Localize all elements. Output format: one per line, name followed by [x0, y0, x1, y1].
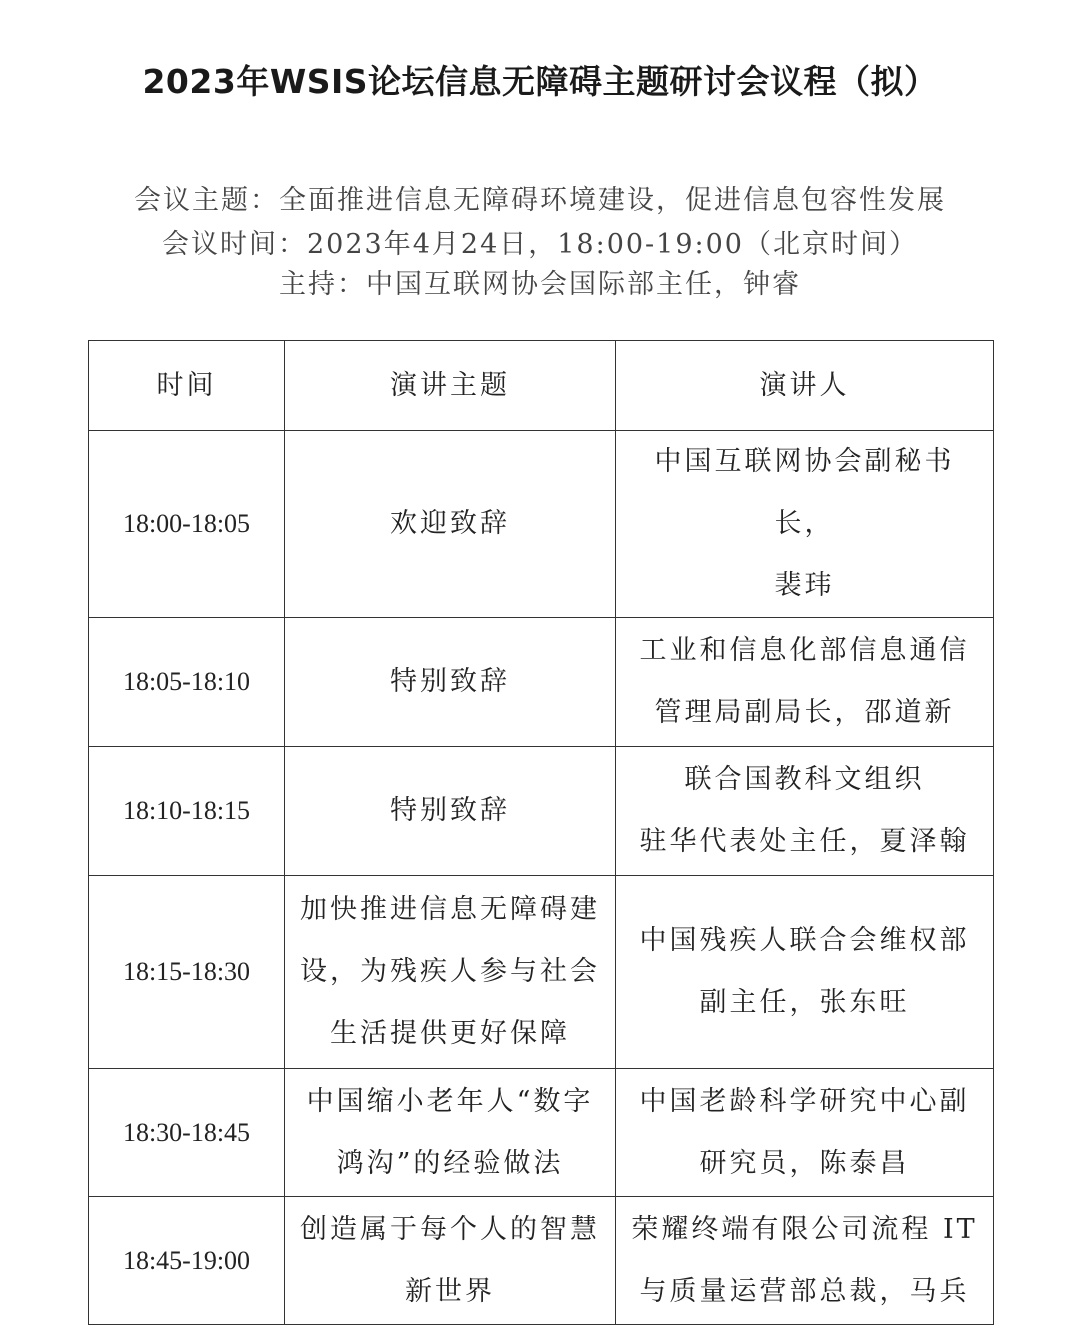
speaker-cell: [616, 1197, 994, 1325]
speaker-line: 工业和信息化部信息通信: [639, 635, 970, 666]
time-cell: 18:10-18:15: [89, 747, 285, 876]
table-row: [89, 747, 994, 876]
header-topic: 演讲主题: [285, 341, 616, 431]
speaker-cell: [616, 1069, 994, 1197]
topic-line: 设，为残疾人参与社会: [300, 956, 600, 987]
header-speaker: 演讲人: [616, 341, 994, 431]
table-header-row: [89, 341, 994, 431]
speaker-line: 与质量运营部总裁，马兵: [639, 1275, 970, 1307]
speaker-cell: [616, 747, 994, 876]
topic-line: 新世界: [405, 1275, 495, 1307]
topic-line: 创造属于每个人的智慧: [300, 1213, 600, 1245]
agenda-table: [88, 340, 994, 1325]
topic-cell: [285, 618, 616, 747]
speaker-cell: [616, 618, 994, 747]
speaker-cell: [616, 876, 994, 1069]
speaker-line: 中国互联网协会副秘书长，: [654, 446, 955, 539]
speaker-line: 中国老龄科学研究中心副: [639, 1085, 970, 1117]
topic-line: 特别致辞: [390, 795, 510, 826]
speaker-line: 管理局副局长，邵道新: [654, 697, 955, 728]
topic-cell: [285, 1069, 616, 1197]
meeting-host: 主持：中国互联网协会国际部主任，钟睿: [279, 269, 801, 300]
table-row: [89, 1197, 994, 1325]
topic-line: 加快推进信息无障碍建: [300, 894, 600, 925]
meeting-theme: 会议主题：全面推进信息无障碍环境建设，促进信息包容性发展: [134, 185, 946, 216]
table-row: [89, 876, 994, 1069]
time-cell: 18:30-18:45: [89, 1069, 285, 1197]
topic-line: 生活提供更好保障: [330, 1018, 570, 1049]
time-cell: 18:00-18:05: [89, 431, 285, 618]
topic-line: 鸿沟”的经验做法: [336, 1147, 564, 1179]
speaker-line: 研究员，陈泰昌: [699, 1147, 910, 1179]
speaker-line: 裴玮: [774, 570, 835, 601]
time-cell: 18:05-18:10: [89, 618, 285, 747]
meeting-time: 会议时间：2023年4月24日，18:00-19:00（北京时间）: [162, 229, 918, 260]
table-row: [89, 1069, 994, 1197]
speaker-line: 中国残疾人联合会维权部: [639, 925, 970, 956]
speaker-cell: [616, 431, 994, 618]
time-cell: 18:45-19:00: [89, 1197, 285, 1325]
topic-cell: [285, 747, 616, 876]
topic-line: 中国缩小老年人“数字: [306, 1085, 594, 1117]
topic-line: 特别致辞: [390, 666, 510, 697]
speaker-line: 联合国教科文组织: [684, 764, 925, 795]
table-row: [89, 618, 994, 747]
speaker-line: 荣耀终端有限公司流程 IT: [631, 1213, 978, 1245]
document-title: 2023年WSIS论坛信息无障碍主题研讨会议程（拟）: [142, 62, 938, 101]
speaker-line: 驻华代表处主任，夏泽翰: [639, 826, 970, 857]
header-time: 时间: [89, 341, 285, 431]
topic-cell: [285, 431, 616, 618]
time-cell: 18:15-18:30: [89, 876, 285, 1069]
speaker-line: 副主任，张东旺: [699, 987, 910, 1018]
topic-cell: [285, 1197, 616, 1325]
table-row: [89, 431, 994, 618]
topic-cell: [285, 876, 616, 1069]
topic-line: 欢迎致辞: [390, 508, 510, 539]
